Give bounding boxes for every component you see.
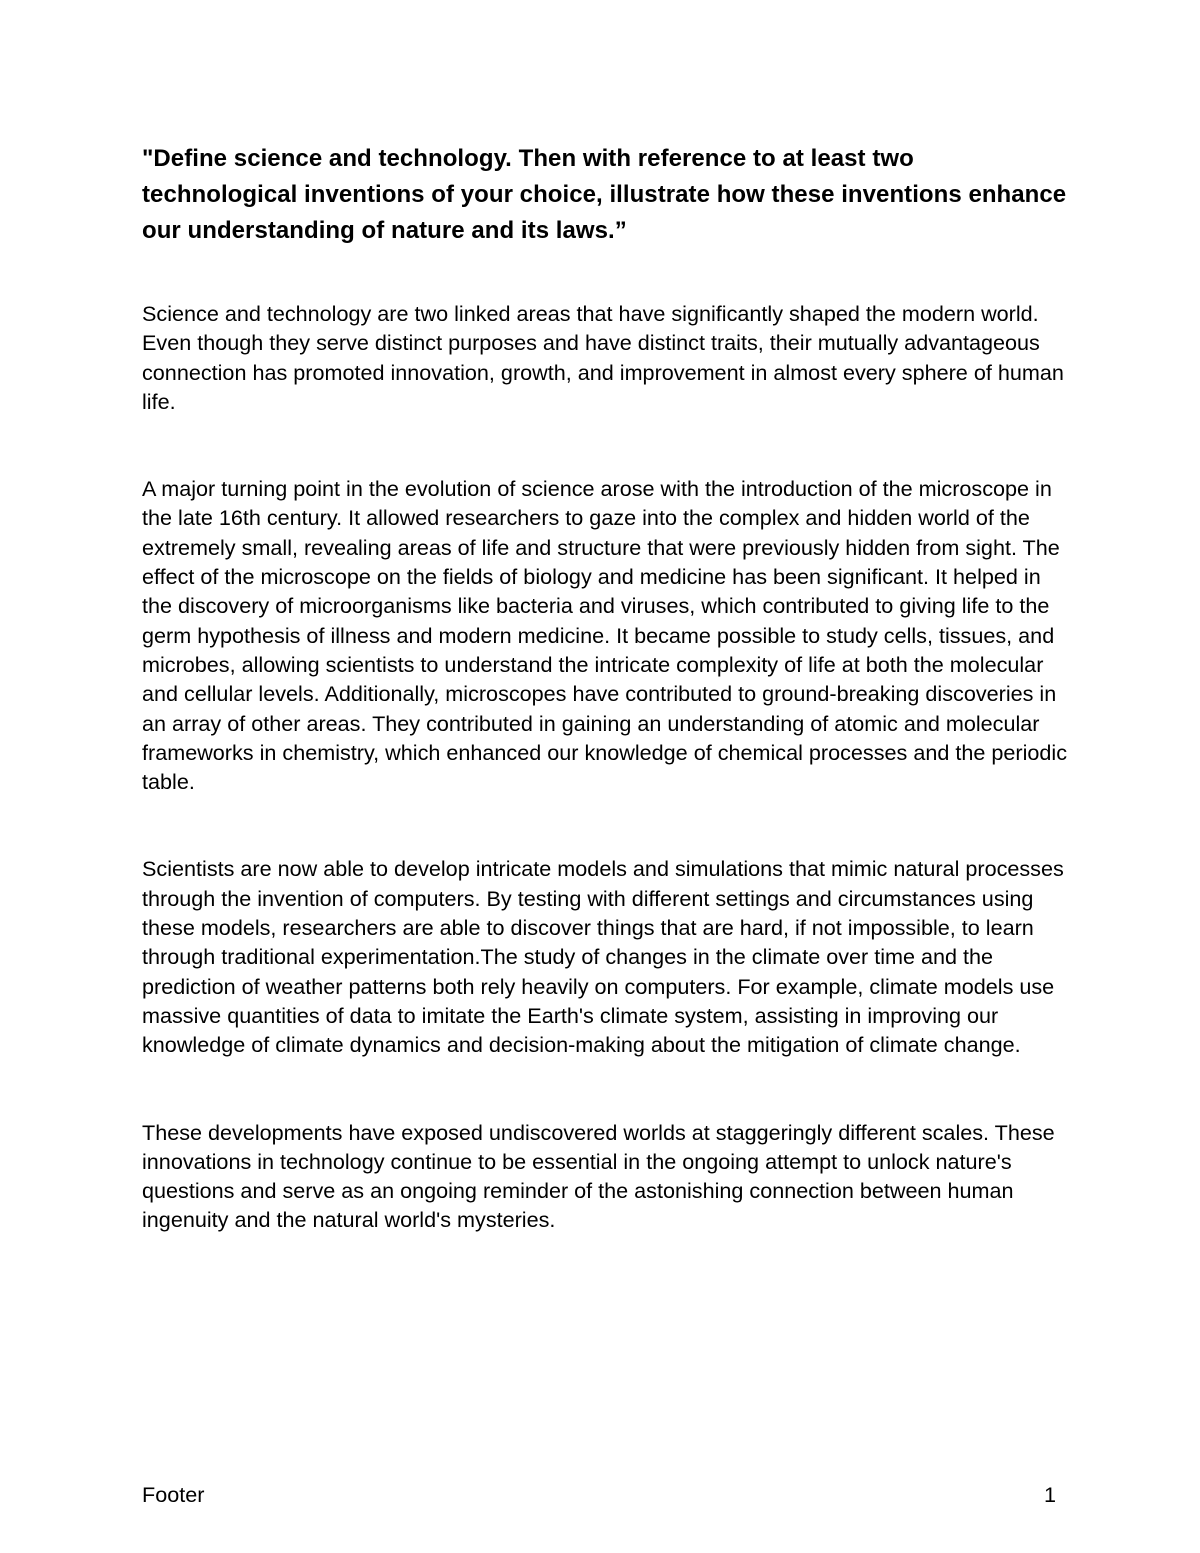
document-body (142, 141, 1067, 1235)
paragraph-computers: Scientists are now able to develop intricate models and simulations that mimic natural processes through the invention of computers. By testing with different settings and circumstances using these models, researchers are able to discover things that are hard, if not impossible, to learn through traditional experimentation.The study of changes in the climate over time and the prediction of weather patterns both rely heavily on computers. For example, climate models use massive quantities of data to imitate the Earth's climate system, assisting in improving our knowledge of climate dynamics and decision-making about the mitigation of climate change. (142, 856, 1064, 1058)
paragraph-microscope: A major turning point in the evolution of science arose with the introduction of the microscope in the late 16th century. It allowed researchers to gaze into the complex and hidden world of the extremely small, revealing areas of life and structure that were previously hidden from sight. The effect of the microscope on the fields of biology and medicine has been significant. It helped in the discovery of microorganisms like bacteria and viruses, which contributed to giving life to the germ hypothesis of illness and modern medicine. It became possible to study cells, tissues, and microbes, allowing scientists to understand the intricate complexity of life at both the molecular and cellular levels. Additionally, microscopes have contributed to ground-breaking discoveries in an array of other areas. They contributed in gaining an understanding of atomic and molecular frameworks in chemistry, which enhanced our knowledge of chemical processes and the periodic table. (142, 476, 1067, 795)
footer-label: Footer (142, 1482, 205, 1507)
page-number: 1 (1043, 1482, 1056, 1507)
paragraph-introduction: Science and technology are two linked areas that have significantly shaped the modern world. Even though they serve distinct purposes and have distinct traits, their mutually advantageous connection has promoted innovation, growth, and improvement in almost every sphere of human life. (142, 301, 1064, 414)
paragraph-conclusion: These developments have exposed undiscovered worlds at staggeringly different scales. These innovations in technology continue to be essential in the ongoing attempt to unlock nature's questions and serve as an ongoing reminder of the astonishing connection between human ingenuity and the natural world's mysteries. (142, 1119, 1055, 1233)
essay-question-heading: "Define science and technology. Then with reference to at least two technological inventions of your choice, illustrate how these inventions enhance our understanding of nature and its laws.” (142, 145, 1067, 244)
